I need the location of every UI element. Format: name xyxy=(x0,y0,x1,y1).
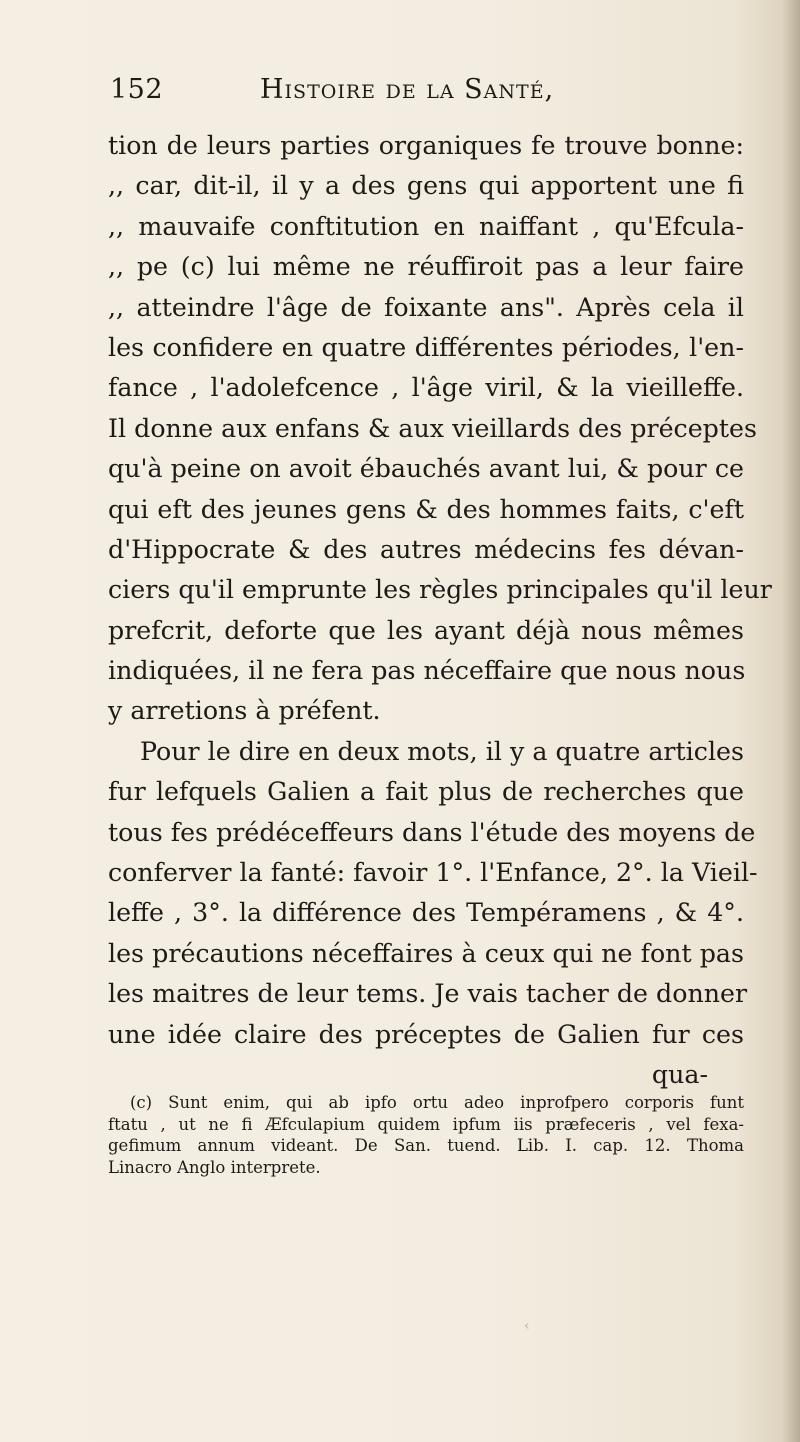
main-text xyxy=(108,126,772,1095)
footnote-line: ftatu , ut ne fi Æfculapium quidem ipfum iis præfeceris , vel fexa- xyxy=(108,1114,744,1134)
text-line: ciers qu'il emprunte les règles principales qu'il leur xyxy=(108,575,772,605)
text-line: qu'à peine on avoit ébauchés avant lui, & pour ce xyxy=(108,454,744,484)
text-line: ,, pe (c) lui même ne réuffiroit pas a leur faire xyxy=(108,252,744,282)
text-line: les confidere en quatre différentes périodes, l'en- xyxy=(108,332,744,362)
text-line: fance , l'adolefcence , l'âge viril, & la vieilleffe. xyxy=(108,373,744,403)
text-line-indented: Pour le dire en deux mots, il y a quatre articles xyxy=(140,736,744,766)
text-line: prefcrit, deforte que les ayant déjà nous mêmes xyxy=(108,615,744,645)
text-line: conferver la fanté: favoir 1°. l'Enfance, 2°. la Vieil- xyxy=(108,858,758,888)
page-header xyxy=(110,74,710,114)
footnote-line: Linacro Anglo interprete. xyxy=(108,1157,321,1177)
footnote-line: (c) Sunt enim, qui ab ipfo ortu adeo inprofpero corporis funt xyxy=(130,1093,744,1112)
text-line: leffe , 3°. la différence des Tempéramens , & 4°. xyxy=(108,898,744,928)
text-line: d'Hippocrate & des autres médecins fes dévan- xyxy=(108,534,744,564)
text-line: tion de leurs parties organiques fe trouve bonne: xyxy=(108,131,744,160)
text-line: qui eft des jeunes gens & des hommes faits, c'eft xyxy=(108,494,744,524)
page-edge-shadow xyxy=(782,0,800,1442)
text-line: Il donne aux enfans & aux vieillards des préceptes xyxy=(108,413,757,443)
text-line: fur lefquels Galien a fait plus de recherches que xyxy=(108,777,744,807)
text-line: ,, atteindre l'âge de foixante ans". Après cela il xyxy=(108,292,744,322)
page-number: 152 xyxy=(110,74,164,105)
running-title: Histoire de la Santé, xyxy=(260,74,555,105)
text-line: les précautions néceffaires à ceux qui ne font pas xyxy=(108,938,744,968)
footnote xyxy=(108,1092,744,1178)
text-line: indiquées, il ne fera pas néceffaire que nous nous xyxy=(108,656,746,686)
text-line: tous fes prédéceffeurs dans l'étude des moyens de xyxy=(108,817,756,847)
catchword: qua- xyxy=(651,1059,708,1089)
text-line: une idée claire des préceptes de Galien fur ces xyxy=(108,1019,744,1049)
text-line: ,, car, dit-il, il y a des gens qui apportent une fi xyxy=(108,171,744,201)
footnote-line: gefimum annum videant. De San. tuend. Lib. I. cap. 12. Thoma xyxy=(108,1136,744,1155)
text-line: y arretions à préfent. xyxy=(108,696,381,726)
text-line: ,, mauvaife conftitution en naiffant , qu'Efcula- xyxy=(108,211,744,241)
paper-speck: ‹ xyxy=(524,1318,530,1334)
text-line: les maitres de leur tems. Je vais tacher de donner xyxy=(108,979,748,1009)
